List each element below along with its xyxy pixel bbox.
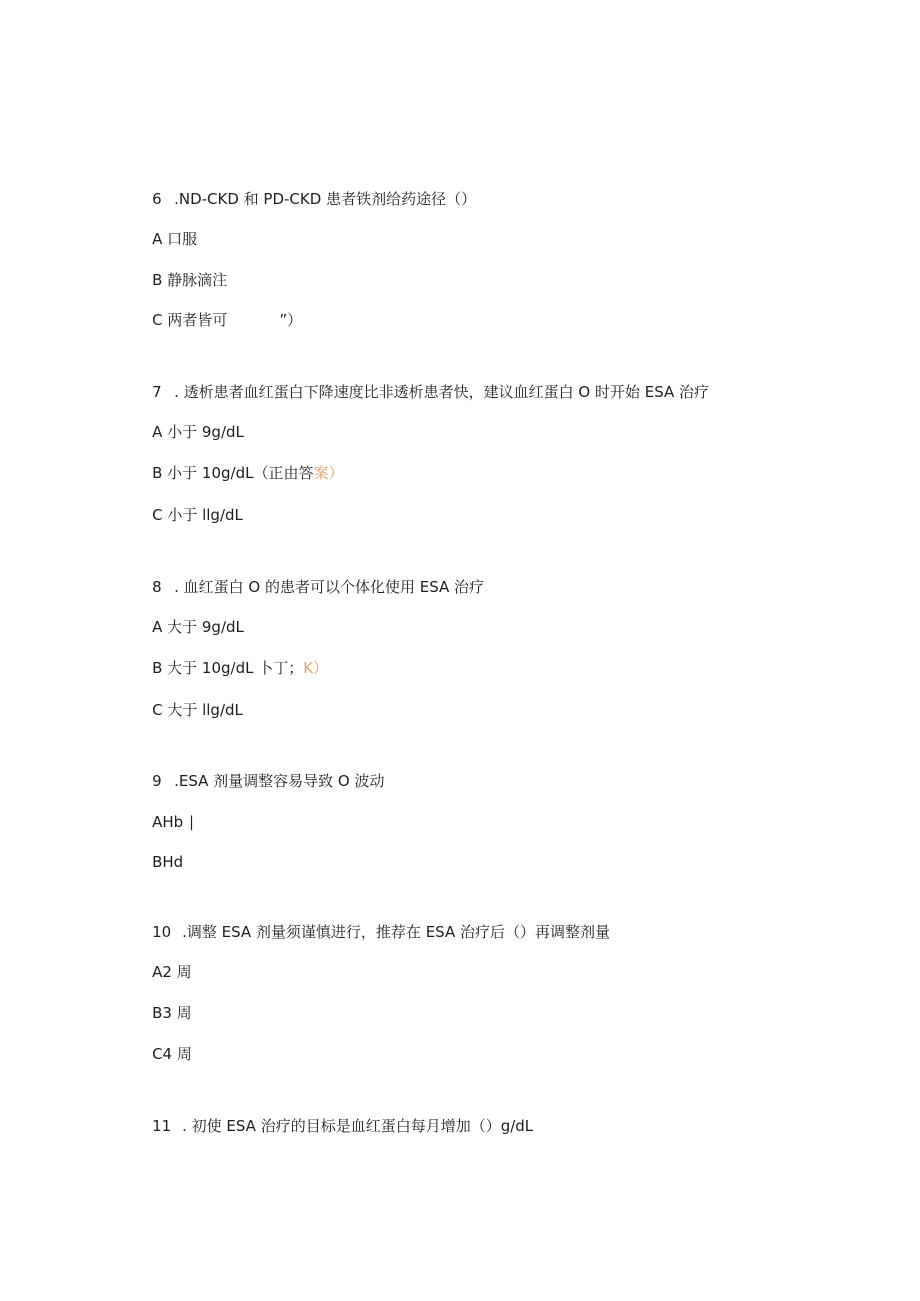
option-text: C 大于 llg/dL xyxy=(152,701,243,719)
question-10-option-c xyxy=(133,1024,192,1084)
question-7-option-c xyxy=(133,485,243,545)
option-text: AHb ∣ xyxy=(152,813,196,831)
option-text: B 大于 10g∕dL 卜丁； xyxy=(152,659,304,677)
option-text: C4 周 xyxy=(152,1045,192,1063)
option-text: C 小于 llg/dL xyxy=(152,506,243,524)
option-text: A2 周 xyxy=(152,963,192,981)
question-number: 11 xyxy=(152,1117,172,1135)
option-text: B 静脉滴注 xyxy=(152,271,228,289)
question-9-option-b xyxy=(133,832,183,892)
option-text: BHd xyxy=(152,853,184,871)
question-text: . 血红蛋白 O 的患者可以个体化使用 ESA 治疗 xyxy=(174,578,485,596)
question-text: .调整 ESA 剂量须谨慎进行，推荐在 ESA 治疗后（）再调整剂量 xyxy=(182,923,610,941)
question-number: 10 xyxy=(152,923,172,941)
option-text: C 两者皆可 xyxy=(152,311,228,329)
answer-mark: K） xyxy=(303,659,329,677)
question-11-stem xyxy=(133,1096,533,1156)
question-number: 6 xyxy=(152,190,162,208)
answer-mark: 案） xyxy=(313,464,344,482)
option-text: A 口服 xyxy=(152,230,198,248)
option-trailing-mark: ”） xyxy=(279,311,303,329)
question-6-option-c xyxy=(133,290,302,350)
option-text: B3 周 xyxy=(152,1004,192,1022)
question-10-stem xyxy=(133,902,610,962)
question-text: . 初使 ESA 治疗的目标是血红蛋白每月增加（）g/dL xyxy=(182,1117,534,1135)
question-text: . 透析患者血红蛋白下降速度比非透析患者快，建议血红蛋白 O 时开始 ESA 治疗 xyxy=(174,383,710,401)
question-number: 7 xyxy=(152,383,162,401)
option-text: B 小于 10g∕dL（正由答 xyxy=(152,464,314,482)
question-8-option-c xyxy=(133,680,243,740)
question-text: .ND-CKD 和 PD-CKD 患者铁剂给药途径（） xyxy=(174,190,477,208)
question-number: 9 xyxy=(152,772,162,790)
option-text: A 大于 9g∕dL xyxy=(152,618,244,636)
question-number: 8 xyxy=(152,578,162,596)
question-text: .ESA 剂量调整容易导致 O 波动 xyxy=(174,772,385,790)
option-text: A 小于 9g∕dL xyxy=(152,423,244,441)
